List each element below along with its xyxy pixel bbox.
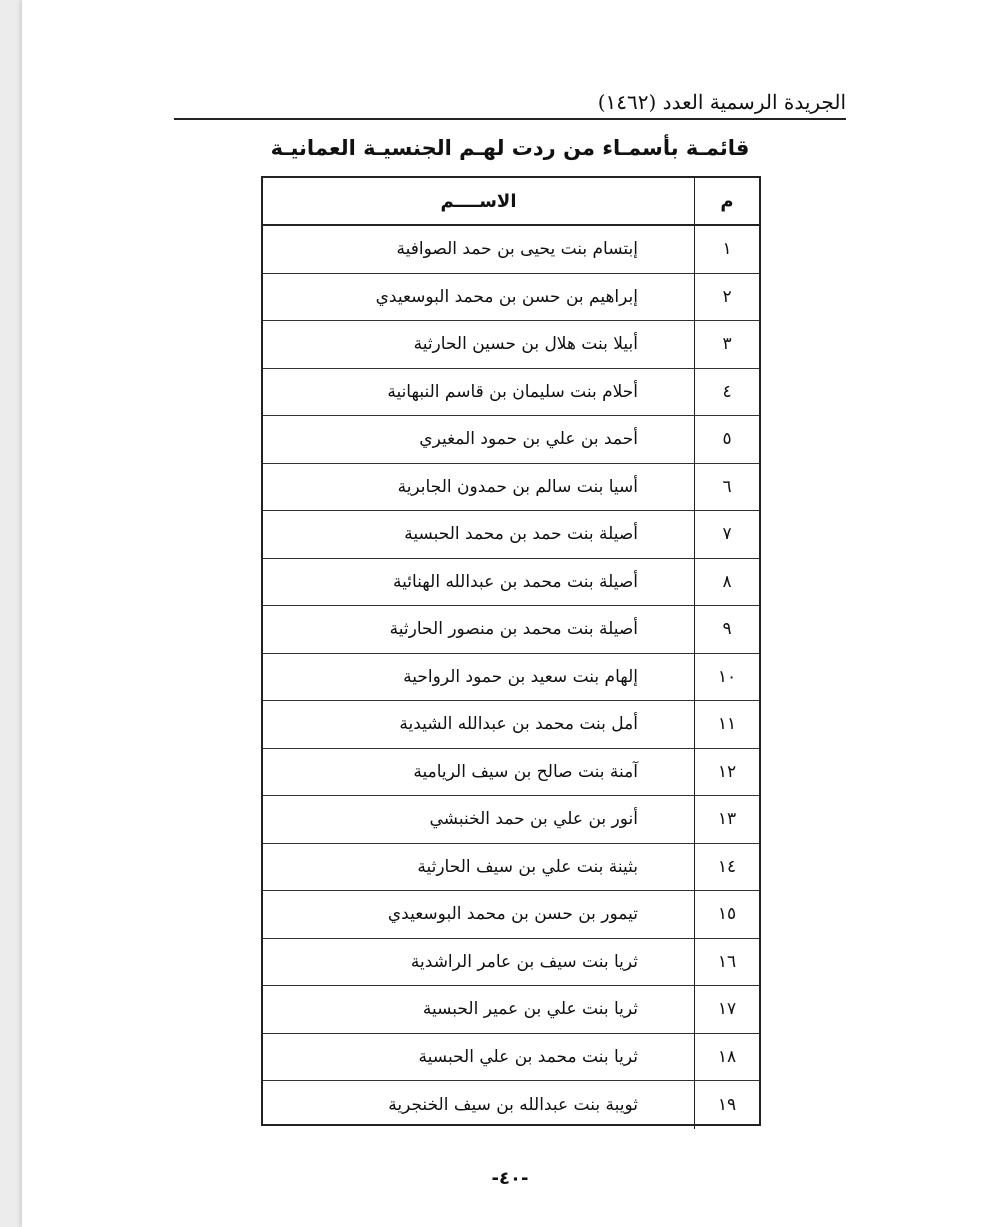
table-row	[263, 654, 759, 702]
table-row	[263, 559, 759, 607]
row-number: ١١	[694, 701, 759, 748]
row-name: آمنة بنت صالح بن سيف الريامية	[413, 761, 638, 782]
row-name: أبيلا بنت هلال بن حسين الحارثية	[413, 334, 638, 355]
table-row	[263, 701, 759, 749]
row-name: بثينة بنت علي بن سيف الحارثية	[417, 856, 638, 877]
row-name: إلهام بنت سعيد بن حمود الرواحية	[403, 666, 638, 687]
row-name: أصيلة بنت محمد بن منصور الحارثية	[389, 619, 638, 640]
row-number: ١٣	[694, 796, 759, 843]
row-number: ٣	[694, 321, 759, 368]
table-row	[263, 796, 759, 844]
row-name: أنور بن علي بن حمد الخنبشي	[429, 809, 638, 830]
row-number: ٤	[694, 369, 759, 416]
row-name: أصيلة بنت حمد بن محمد الحبسية	[404, 524, 638, 545]
row-name: أحمد بن علي بن حمود المغيري	[419, 429, 638, 450]
table-row	[263, 369, 759, 417]
row-name: أحلام بنت سليمان بن قاسم النبهانية	[387, 381, 638, 402]
row-name: ثويبة بنت عبدالله بن سيف الخنجرية	[388, 1094, 638, 1115]
table-row	[263, 1081, 759, 1129]
list-title: قائمـة بأسمـاء من ردت لهـم الجنسيـة العمانيـة	[270, 136, 750, 160]
row-number: ٩	[694, 606, 759, 653]
document-page	[22, 0, 1000, 1227]
row-number: ١٩	[694, 1081, 759, 1129]
names-table	[261, 176, 761, 1126]
row-name: أمل بنت محمد بن عبدالله الشيدية	[399, 714, 638, 735]
row-name: أصيلة بنت محمد بن عبدالله الهنائية	[393, 571, 638, 592]
page-number: -٤٠-	[491, 1168, 529, 1189]
row-number: ١٤	[694, 844, 759, 891]
row-name: إبتسام بنت يحيى بن حمد الصوافية	[396, 239, 638, 260]
row-number: ٦	[694, 464, 759, 511]
row-number: ١٧	[694, 986, 759, 1033]
row-number: ٢	[694, 274, 759, 321]
gazette-title: الجريدة الرسمية العدد (١٤٦٢)	[597, 90, 846, 114]
row-name: ثريا بنت سيف بن عامر الراشدية	[410, 951, 638, 972]
row-number: ١٨	[694, 1034, 759, 1081]
table-row	[263, 844, 759, 892]
row-number: ١	[694, 226, 759, 273]
row-name: إبراهيم بن حسن بن محمد البوسعيدي	[375, 286, 638, 307]
row-number: ٥	[694, 416, 759, 463]
table-row	[263, 891, 759, 939]
column-header-number: م	[694, 178, 759, 224]
column-header-name: الاســــم	[440, 190, 517, 212]
row-number: ٨	[694, 559, 759, 606]
table-row	[263, 416, 759, 464]
table-row	[263, 606, 759, 654]
row-name: تيمور بن حسن بن محمد البوسعيدي	[387, 904, 638, 925]
row-number: ٧	[694, 511, 759, 558]
row-number: ١٥	[694, 891, 759, 938]
table-row	[263, 986, 759, 1034]
table-row	[263, 939, 759, 987]
row-number: ١٠	[694, 654, 759, 701]
table-row	[263, 749, 759, 797]
table-row	[263, 226, 759, 274]
row-name: ثريا بنت علي بن عمير الحبسية	[422, 999, 638, 1020]
row-number: ١٦	[694, 939, 759, 986]
table-row	[263, 274, 759, 322]
row-number: ١٢	[694, 749, 759, 796]
row-name: ثريا بنت محمد بن علي الحبسية	[418, 1046, 638, 1067]
page-header	[174, 88, 846, 120]
row-name: أسيا بنت سالم بن حمدون الجابرية	[397, 476, 638, 497]
table-row	[263, 321, 759, 369]
table-header-row	[263, 178, 759, 226]
table-row	[263, 511, 759, 559]
table-row	[263, 1034, 759, 1082]
table-row	[263, 464, 759, 512]
